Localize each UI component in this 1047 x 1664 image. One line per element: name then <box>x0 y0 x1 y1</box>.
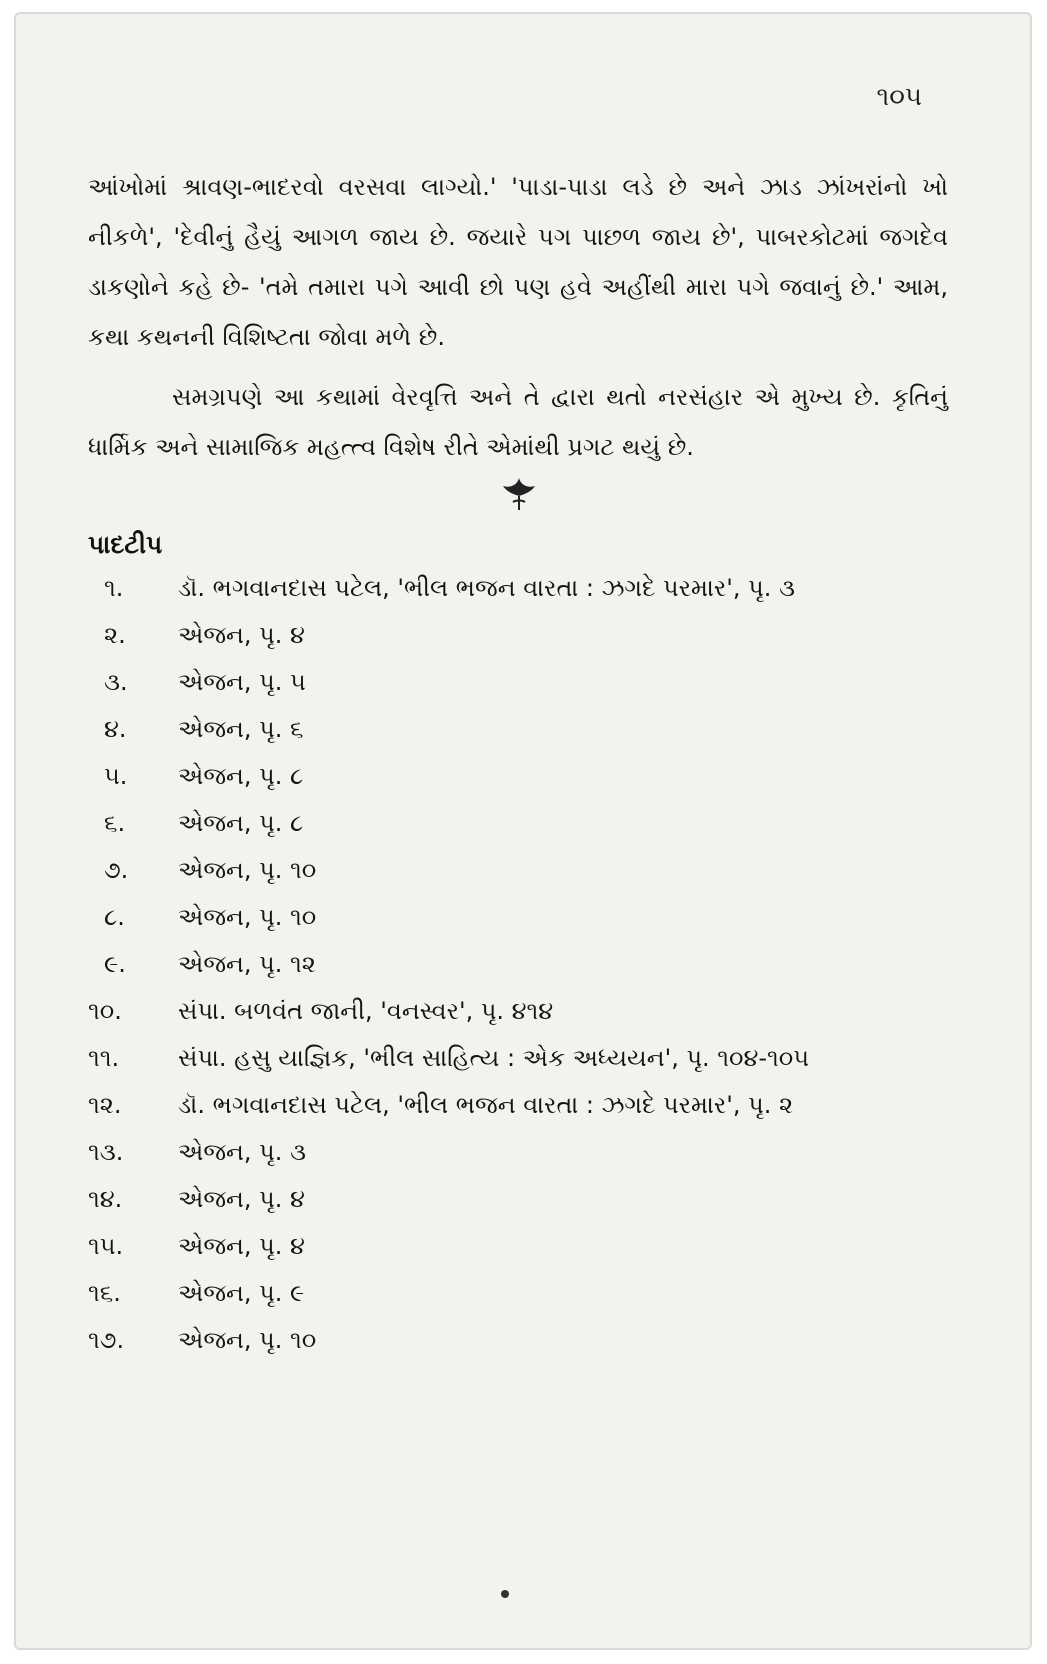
footnote-number: ૧૩. <box>88 1138 124 1166</box>
footnote-number: ૭. <box>104 856 129 884</box>
footnote-text: સંપા. હસુ યાજ્ઞિક, 'ભીલ સાહિત્ય : એક અધ્યયન', પૃ. ૧૦૪-૧૦૫ <box>178 1044 810 1072</box>
footnote-text: એજન, પૃ. ૩ <box>178 1138 306 1166</box>
footnote-text: એજન, પૃ. ૧૦ <box>178 903 317 931</box>
footnote-text: એજન, પૃ. ૬ <box>178 715 304 743</box>
footnote-text: એજન, પૃ. ૧૦ <box>178 856 317 884</box>
footnote-number: ૯. <box>104 950 126 978</box>
footnote-text: એજન, પૃ. ૪ <box>178 621 305 649</box>
footnote-text: એજન, પૃ. ૪ <box>178 1232 305 1260</box>
footnote-text: ડૉ. ભગવાનદાસ પટેલ, 'ભીલ ભજન વારતા : ઝગદે પરમાર', પૃ. ૨ <box>178 1091 794 1119</box>
footnote-text: એજન, પૃ. ૯ <box>178 1279 305 1307</box>
book-page <box>14 12 1032 1650</box>
footnote-text: એજન, પૃ. ૪ <box>178 1185 305 1213</box>
footnote-number: ૧૫. <box>88 1232 124 1260</box>
footnote-text: એજન, પૃ. ૫ <box>178 668 306 696</box>
footnotes-heading: પાદટીપ <box>88 530 163 559</box>
footnote-number: ૧૪. <box>88 1185 123 1213</box>
footnote-number: ૨. <box>104 621 126 649</box>
page-number: ૧૦૫ <box>876 82 922 112</box>
footnote-number: ૧. <box>104 574 124 602</box>
footnote-number: ૪. <box>104 715 127 743</box>
footnote-text: એજન, પૃ. ૧૦ <box>178 1326 317 1354</box>
footnote-number: ૫. <box>104 762 128 790</box>
paragraph: સમગ્રપણે આ કથામાં વેરવૃત્તિ અને તે દ્વારા થતો નરસંહાર એ મુખ્ય છે. કૃતિનું ધાર્મિક અને સામાજિક મહત્ત્વ વિશેષ રીતે એમાંથી પ્રગટ થયું છે. <box>88 383 948 461</box>
footnote-number: ૧૭. <box>88 1326 125 1354</box>
footnote-number: ૧૦. <box>88 997 122 1025</box>
footnote-number: ૧૧. <box>88 1044 120 1072</box>
footnote-number: ૩. <box>104 668 128 696</box>
footnote-text: ડૉ. ભગવાનદાસ પટેલ, 'ભીલ ભજન વારતા : ઝગદે પરમાર', પૃ. ૩ <box>178 574 795 602</box>
footnote-text: એજન, પૃ. ૧૨ <box>178 950 316 978</box>
footnote-text: એજન, પૃ. ૮ <box>178 762 304 790</box>
footnote-number: ૬. <box>104 809 126 837</box>
footnote-number: ૧૬. <box>88 1279 121 1307</box>
footnotes-list <box>14 12 1032 1650</box>
footnote-text: સંપા. બળવંત જાની, 'વનસ્વર', પૃ. ૪૧૪ <box>178 997 554 1025</box>
footnote-text: એજન, પૃ. ૮ <box>178 809 304 837</box>
print-mark <box>501 1590 509 1598</box>
paragraph: આંખોમાં શ્રાવણ-ભાદરવો વરસવા લાગ્યો.' 'પાડા-પાડા લડે છે અને ઝાડ ઝાંખરાંનો ખો નીકળે', 'દેવીનું હૈયું આગળ જાય છે. જયારે પગ પાછળ જાય છે', પાબરકોટમાં જગદેવ ડાકણોને કહે છે- 'તમે તમારા પગે આવી છો પણ હવે અહીંથી મારા પગે જવાનું છે.' આમ, કથા કથનની વિશિષ્ટતા જોવા મળે છે. <box>88 173 948 351</box>
footnote-number: ૮. <box>104 903 125 931</box>
footnote-number: ૧૨. <box>88 1091 122 1119</box>
